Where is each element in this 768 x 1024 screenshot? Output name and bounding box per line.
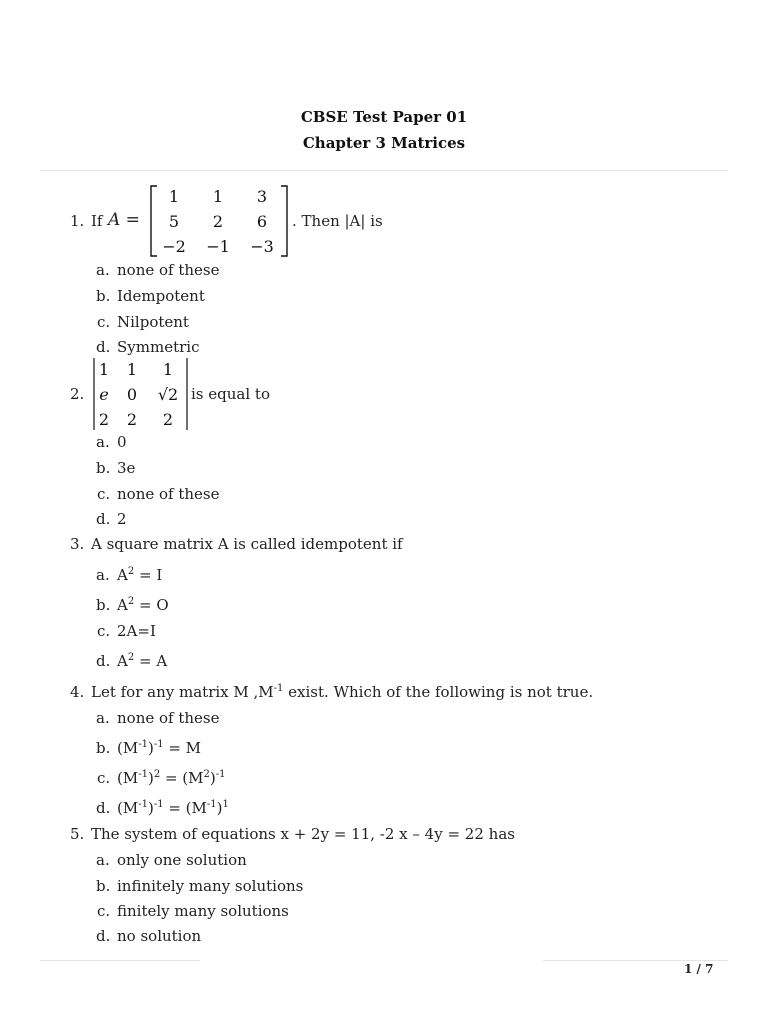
matrix-cell: 2: [162, 410, 174, 429]
matrix-cell: −3: [250, 237, 274, 256]
option-letter: b.: [96, 596, 111, 614]
option-text: $A^2 = I$: [117, 566, 163, 584]
option-text: $A^2 = O$: [117, 596, 169, 614]
option-letter: b.: [96, 877, 111, 895]
option-letter: d.: [96, 927, 111, 945]
option-text: infinitely many solutions: [117, 877, 304, 895]
right-bracket: [279, 185, 289, 257]
option-letter: a.: [96, 261, 110, 279]
option-letter: c.: [97, 769, 111, 787]
matrix-cell: √2: [157, 385, 179, 404]
question-text: Let for any matrix M $,M^{-1}$ exist. Which of the following is not true.: [91, 683, 594, 701]
option-letter: b.: [96, 459, 111, 477]
option-letter: c.: [97, 902, 111, 920]
option-text: none of these: [117, 261, 220, 279]
option-letter: b.: [96, 287, 111, 305]
option-text: finitely many solutions: [117, 902, 289, 920]
option-letter: d.: [96, 652, 111, 670]
option-text: none of these: [117, 709, 220, 727]
chapter-title: Chapter 3 Matrices: [302, 134, 466, 152]
option-text: 2: [117, 510, 127, 528]
option-text: Nilpotent: [117, 313, 189, 331]
matrix-cell: 2: [126, 410, 138, 429]
matrix-cell: 6: [256, 212, 268, 231]
footer-divider-right: [543, 960, 728, 961]
question-suffix: is equal to: [191, 385, 270, 403]
option-text: $A^2 = A$: [117, 652, 168, 670]
option-text: $(M^{-1})^{-1} = M$: [117, 739, 202, 757]
question-number: 3.: [70, 535, 85, 553]
option-text: Symmetric: [117, 338, 200, 356]
page-number: 1 / 7: [684, 962, 714, 976]
matrix-cell: 1: [168, 187, 180, 206]
option-letter: d.: [96, 510, 111, 528]
question-text: A square matrix A is called idempotent if: [91, 535, 403, 553]
matrix-variable: A =: [108, 210, 140, 230]
option-letter: c.: [97, 313, 111, 331]
option-letter: a.: [96, 566, 110, 584]
question-suffix: . Then |A| is: [292, 212, 383, 230]
matrix-cell: 5: [168, 212, 180, 231]
question-number: 4.: [70, 683, 85, 701]
matrix-cell: −2: [162, 237, 186, 256]
option-letter: d.: [96, 338, 111, 356]
option-letter: c.: [97, 485, 111, 503]
matrix-cell: 3: [256, 187, 268, 206]
question-prefix: If: [91, 212, 103, 230]
option-letter: d.: [96, 799, 111, 817]
question-text: The system of equations x + 2y = 11, -2 x – 4y = 22 has: [91, 825, 515, 843]
option-text: no solution: [117, 927, 202, 945]
matrix-cell: 0: [126, 385, 138, 404]
matrix-cell: 1: [126, 360, 138, 379]
option-letter: a.: [96, 851, 110, 869]
option-text: only one solution: [117, 851, 247, 869]
matrix-cell: 2: [212, 212, 224, 231]
option-letter: b.: [96, 739, 111, 757]
option-text: 2A=I: [117, 622, 156, 640]
matrix-cell: e: [99, 385, 109, 404]
matrix-cell: 1: [162, 360, 174, 379]
option-text: $(M^{-1})^{-1} = (M^{-1})^1$: [117, 799, 229, 817]
matrix-cell: 1: [212, 187, 224, 206]
option-text: 3e: [117, 459, 136, 477]
question-number: 1.: [70, 212, 85, 230]
option-letter: c.: [97, 622, 111, 640]
option-letter: a.: [96, 433, 110, 451]
option-text: $(M^{-1})^2 = (M^2)^{-1}$: [117, 769, 226, 787]
option-text: Idempotent: [117, 287, 205, 305]
matrix-cell: −1: [206, 237, 230, 256]
matrix-cell: 1: [98, 360, 110, 379]
question-number: 2.: [70, 385, 85, 403]
paper-title: CBSE Test Paper 01: [300, 108, 468, 126]
option-text: 0: [117, 433, 127, 451]
right-bar: [185, 358, 189, 430]
footer-divider-left: [40, 960, 200, 961]
header-divider: [40, 170, 728, 171]
option-text: none of these: [117, 485, 220, 503]
question-number: 5.: [70, 825, 85, 843]
option-letter: a.: [96, 709, 110, 727]
matrix-cell: 2: [98, 410, 110, 429]
